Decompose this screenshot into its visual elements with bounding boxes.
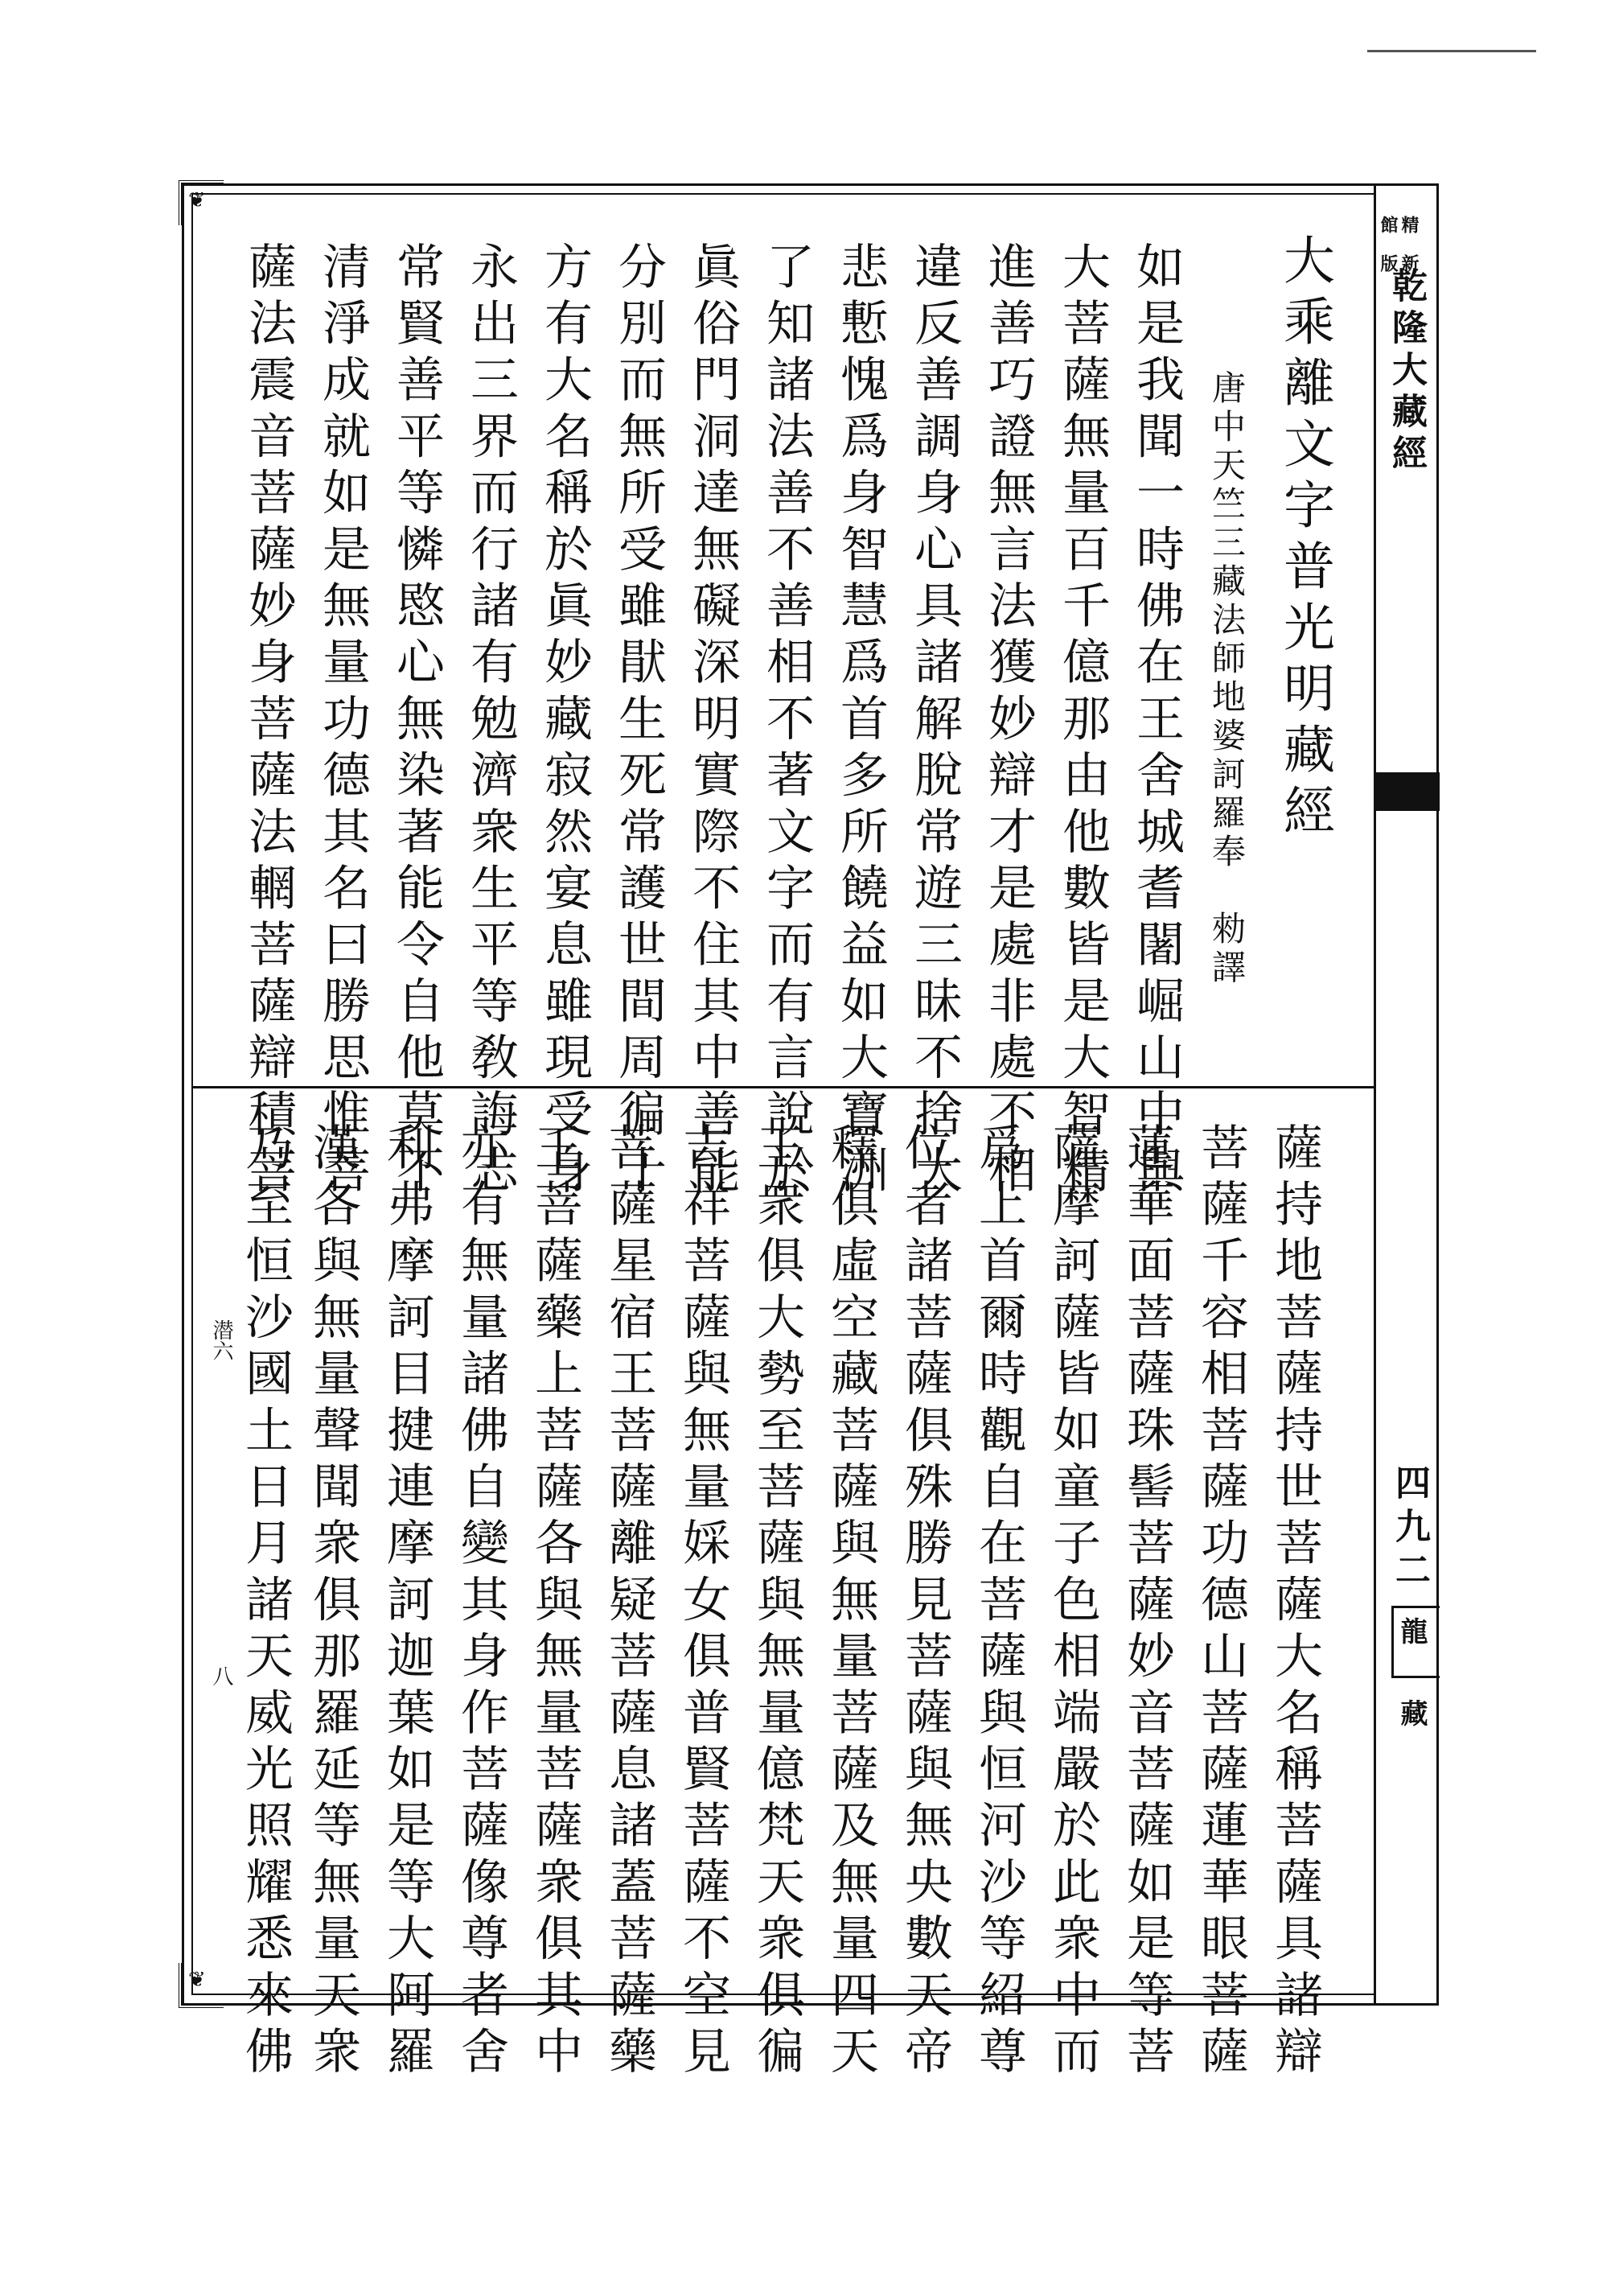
fascicle-mark: 潜六 [209, 1319, 233, 1361]
leaf-number: 八 [209, 1665, 233, 1686]
lower-text-column: 蓮華面菩薩珠髻菩薩妙音菩薩如是等菩 [1119, 1122, 1175, 2083]
lower-text-column: 薩摩訶薩皆如童子色相端嚴於此衆中而 [1045, 1122, 1101, 2083]
upper-text-column: 了知諸法善不善相不著文字而有言說於 [758, 241, 815, 1202]
upper-text-column: 悲慙愧爲身智慧爲首多所饒益如大寶洲 [832, 241, 889, 1202]
corner-ornament-top-left [179, 180, 224, 225]
upper-text-column: 大菩薩無量百千億那由他數皆是大智精 [1054, 241, 1111, 1202]
translator-line: 唐中天竺三藏法師地婆訶羅奉 勑譯 [1207, 370, 1247, 988]
upper-text-column: 常賢善平等憐愍心無染著能令自他莫不 [388, 241, 445, 1202]
upper-text-column: 薩法震音菩薩妙身菩薩法輞菩薩辯積菩 [240, 241, 297, 1202]
swirl-ornament-icon: ❦ [188, 188, 206, 212]
lower-text-column: 漢各與無量聲聞衆俱那羅延等無量天衆 [305, 1122, 361, 2083]
lower-text-column: 菩薩星宿王菩薩離疑菩薩息諸蓋菩薩藥 [601, 1122, 657, 2083]
collection-small-label-2: 館 版 [1378, 216, 1399, 272]
lower-text-column: 王衆俱大勢至菩薩與無量億梵天衆俱徧 [749, 1122, 805, 2083]
lower-text-column: 釋俱虛空藏菩薩與無量菩薩及無量四天 [823, 1122, 879, 2083]
upper-text-column: 違反善調身心具諸解脫常遊三昧不捨大 [906, 241, 963, 1202]
lower-text-column: 薩持地菩薩持世菩薩大名稱菩薩具諸辯 [1267, 1122, 1323, 2083]
lower-text-column: 爲上首爾時觀自在菩薩與恒河沙等紹尊 [971, 1122, 1027, 2083]
upper-text-column: 眞俗門洞達無礙深明實際不住其中善能 [684, 241, 741, 1202]
lower-text-column: 亦有無量諸佛自變其身作菩薩像尊者舍 [453, 1122, 509, 2083]
sutra-title: 大乘離文字普光明藏經 [1275, 233, 1334, 845]
collection-small-label-1: 精 新 [1399, 216, 1420, 272]
lower-text-column: 吉祥菩薩與無量婇女俱普賢菩薩不空見 [675, 1122, 731, 2083]
upper-text-column: 方有大名稱於眞妙藏寂然宴息雖現受身 [536, 241, 593, 1202]
upper-text-column: 永出三界而行諸有勉濟衆生平等敎誨志 [462, 241, 519, 1202]
volume-mark: 龍 藏 [1395, 1617, 1428, 1738]
upper-text-column: 進善巧證無言法獲妙辯才是處非處不相 [980, 241, 1037, 1202]
upper-text-column: 清淨成就如是無量功德其名曰勝思惟菩 [314, 241, 371, 1202]
page-number: 四九二 [1389, 1464, 1430, 1594]
side-black-tab [1375, 772, 1440, 811]
lower-text-column: 利弗摩訶目揵連摩訶迦葉如是等大阿羅 [379, 1122, 435, 2083]
lower-text-column: 菩薩千容相菩薩功德山菩薩蓮華眼菩薩 [1193, 1122, 1249, 2083]
collection-title: 乾隆大藏經 [1386, 267, 1427, 476]
top-edge-rule [1367, 50, 1536, 52]
corner-ornament-bottom-left [179, 1963, 224, 2008]
swirl-ornament-icon: ❦ [188, 1968, 206, 1992]
upper-text-column: 分別而無所受雖猒生死常護世間周徧十 [610, 241, 667, 1202]
lower-text-column: 王菩薩藥上菩薩各與無量菩薩衆俱其中 [527, 1122, 583, 2083]
lower-text-column: 位者諸菩薩俱殊勝見菩薩與無央數天帝 [897, 1122, 953, 2083]
lower-text-column: 乃至恒沙國土日月諸天威光照耀悉來佛 [237, 1122, 294, 2083]
upper-text-column: 如是我聞一時佛在王舍城耆闍崛山中與 [1128, 241, 1185, 1202]
